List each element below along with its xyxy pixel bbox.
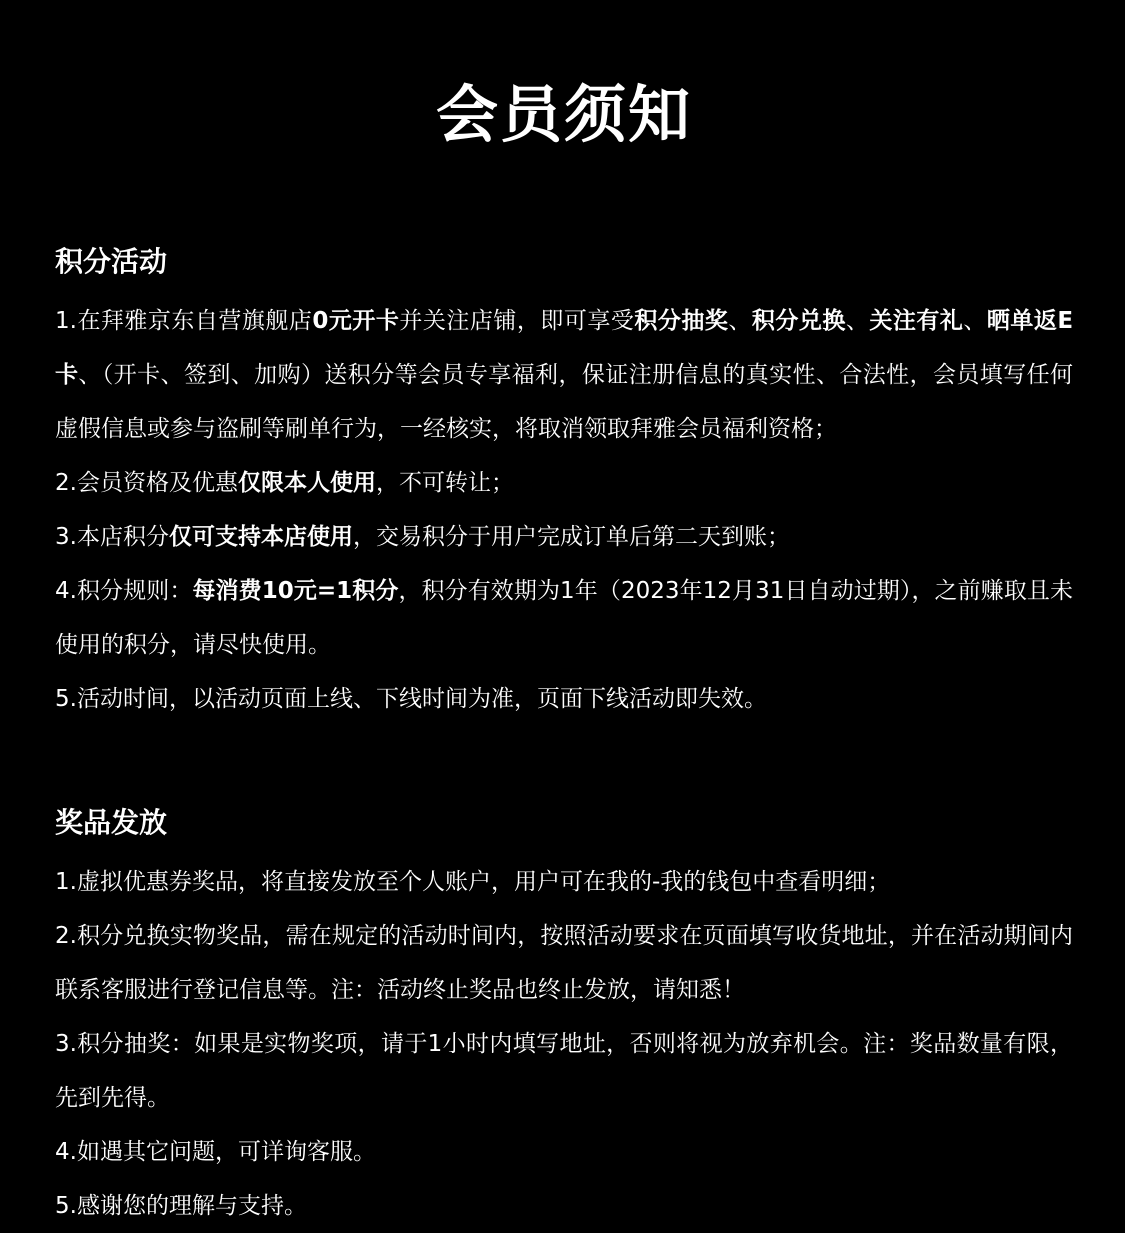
- highlight-text: 晒单返E卡: [55, 308, 1074, 388]
- points-rule-1: [55, 294, 1073, 456]
- body-text: 、（开卡、签到、加购）送积分等会员专享福利，保证注册信息的真实性、合法性，会员填写任何虚假信息或参与盗刷等刷单行为，一经核实，将取消领取拜雅会员福利资格；: [55, 362, 1074, 442]
- points-activity-section: [55, 242, 1073, 726]
- highlight-text: 积分兑换: [751, 308, 846, 334]
- points-rule-5: [55, 672, 1073, 726]
- body-text: ，积分有效期为1年（2023年12月31日自动过期），之前赚取且未使用的积分，请尽快使用。: [55, 578, 1073, 658]
- body-text: 3.本店积分: [55, 524, 169, 550]
- body-text: 并关注店铺，即可享受: [399, 308, 635, 334]
- body-text: 、: [845, 308, 870, 334]
- points-rule-4: [55, 564, 1073, 672]
- highlight-text: 仅限本人使用: [237, 470, 376, 496]
- section-title-points-activity: 积分活动: [55, 245, 168, 278]
- prize-distribution-section: [55, 803, 1073, 1233]
- body-text: 2.会员资格及优惠: [55, 470, 238, 496]
- body-text: 1.在拜雅京东自营旗舰店: [55, 308, 313, 334]
- highlight-text: 0元开卡: [312, 308, 400, 334]
- body-text: 4.如遇其它问题，可详询客服。: [55, 1139, 376, 1165]
- body-text: ，交易积分于用户完成订单后第二天到账；: [352, 524, 790, 550]
- prize-rule-4: [55, 1125, 1073, 1179]
- prize-rule-2: [55, 909, 1073, 1017]
- body-text: 1.虚拟优惠券奖品，将直接发放至个人账户，用户可在我的-我的钱包中查看明细；: [55, 869, 891, 895]
- body-text: 5.活动时间，以活动页面上线、下线时间为准，页面下线活动即失效。: [55, 686, 767, 712]
- points-rule-3: [55, 510, 1073, 564]
- highlight-text: 仅可支持本店使用: [168, 524, 353, 550]
- points-rule-2: [55, 456, 1073, 510]
- prize-rule-5: [55, 1179, 1073, 1233]
- section-title-prize-distribution: 奖品发放: [55, 806, 168, 839]
- body-text: 4.积分规则：: [55, 578, 193, 604]
- highlight-text: 积分抽奖: [634, 308, 729, 334]
- highlight-text: 关注有礼: [869, 308, 964, 334]
- page-title: 会员须知: [435, 78, 692, 151]
- body-text: ，不可转让；: [375, 470, 514, 496]
- body-text: 3.积分抽奖：如果是实物奖项，请于1小时内填写地址，否则将视为放弃机会。注：奖品数量有限，先到先得。: [55, 1031, 1073, 1111]
- body-text: 、: [963, 308, 987, 334]
- body-text: 5.感谢您的理解与支持。: [55, 1193, 307, 1219]
- highlight-text: 每消费10元=1积分: [192, 578, 399, 604]
- body-text: 、: [728, 308, 752, 334]
- body-text: 2.积分兑换实物奖品，需在规定的活动时间内，按照活动要求在页面填写收货地址，并在活动期间内联系客服进行登记信息等。注：活动终止奖品也终止发放，请知悉！: [55, 923, 1073, 1003]
- prize-rule-3: [55, 1017, 1073, 1125]
- prize-rule-1: [55, 855, 1073, 909]
